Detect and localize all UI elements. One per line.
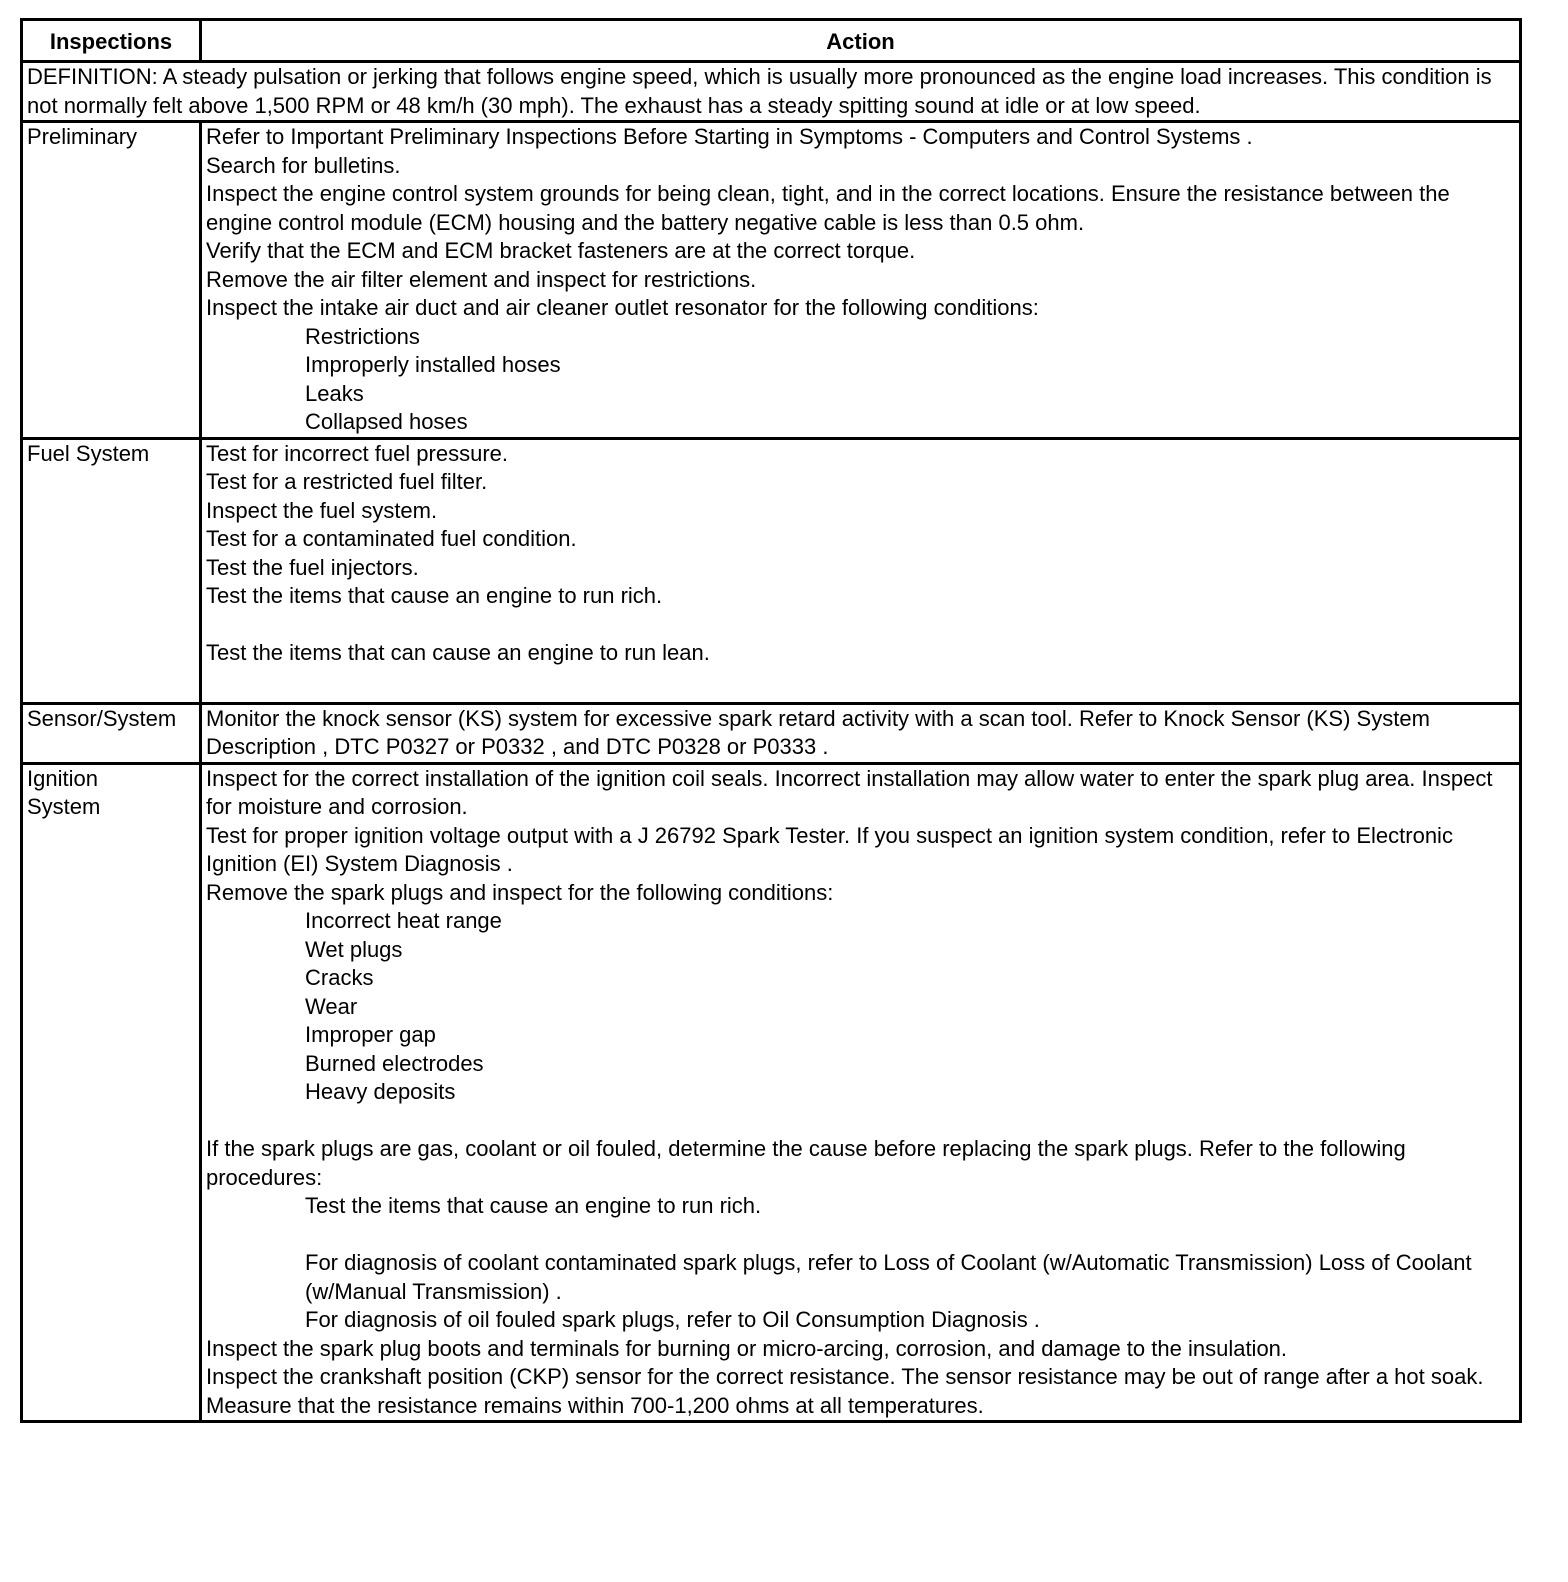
sub-item: Leaks — [305, 380, 364, 406]
action-line: Refer to Important Preliminary Inspections Before Starting in Symptoms - Computers and Control Systems . — [206, 124, 1253, 149]
action-line: Test for a restricted fuel filter. — [206, 469, 488, 494]
action-cell: Monitor the knock sensor (KS) system for excessive spark retard activity with a scan tool. Refer to Knock Sensor (KS) System Description , DTC P0327 or P0332 , and DTC P0328 or P0333 . — [201, 703, 1521, 763]
definition-row — [22, 62, 1521, 122]
sub-item: Incorrect heat range — [305, 908, 502, 933]
sub-item: Improper gap — [305, 1022, 436, 1047]
spacer — [206, 611, 1515, 640]
action-line: Test the items that cause an engine to run rich. — [206, 583, 663, 608]
action-line: Remove the spark plugs and inspect for the following conditions: — [206, 879, 834, 905]
action-line: Inspect the intake air duct and air cleaner outlet resonator for the following conditions: — [206, 295, 1039, 320]
action-line: Test for a contaminated fuel condition. — [206, 526, 577, 551]
sub-item: For diagnosis of oil fouled spark plugs, refer to Oil Consumption Diagnosis . — [305, 1307, 1040, 1332]
sub-item: Wet plugs — [305, 936, 403, 962]
action-line: Inspect for the correct installation of the ignition coil seals. Incorrect installation may allow water to enter the spark plug area. Inspect for moisture and corrosion. — [206, 765, 1493, 819]
category-label: Preliminary — [22, 122, 201, 439]
action-line: Inspect the engine control system grounds for being clean, tight, and in the correct locations. Ensure the resistance between the engine control module (ECM) housing and the battery negative cable is less than 0.5 ohm. — [206, 181, 1450, 235]
action-line: If the spark plugs are gas, coolant or oil fouled, determine the cause before replacing the spark plugs. Refer to the following procedures: — [206, 1136, 1406, 1190]
table-row-ignition-system — [22, 763, 1521, 1422]
action-line: Inspect the crankshaft position (CKP) sensor for the correct resistance. The sensor resistance may be out of range after a hot soak. Measure that the resistance remains within 700-1,200 ohms at all temperatures. — [206, 1364, 1484, 1418]
header-row — [22, 20, 1521, 62]
category-label — [22, 763, 201, 1422]
header-action: Action — [201, 20, 1521, 62]
sub-item: Heavy deposits — [305, 1079, 456, 1104]
spacer — [206, 1107, 1515, 1136]
action-line: Test for proper ignition voltage output with a J 26792 Spark Tester. If you suspect an ignition system condition, refer to Electronic Ignition (EI) System Diagnosis . — [206, 822, 1453, 876]
sub-item: Collapsed hoses — [305, 409, 468, 434]
sub-item: Cracks — [305, 965, 374, 990]
action-line: Verify that the ECM and ECM bracket fasteners are at the correct torque. — [206, 238, 916, 263]
action-line: Test the items that can cause an engine to run lean. — [206, 640, 710, 665]
sub-item: Restrictions — [305, 323, 420, 349]
spacer — [206, 668, 1515, 702]
sub-item: Wear — [305, 993, 358, 1019]
action-cell — [201, 438, 1521, 703]
action-line: Remove the air filter element and inspect for restrictions. — [206, 266, 757, 292]
definition-text: DEFINITION: A steady pulsation or jerking that follows engine speed, which is usually more pronounced as the engine load increases. This condition is not normally felt above 1,500 RPM or 48 km/h (30 mph). The exhaust has a steady spitting sound at idle or at low speed. — [22, 62, 1521, 122]
category-label: Sensor/System — [22, 703, 201, 763]
action-cell — [201, 763, 1521, 1422]
category-label-text: Ignition System — [27, 765, 101, 819]
table-row-sensor-system — [22, 703, 1521, 763]
sub-item: Burned electrodes — [305, 1050, 484, 1076]
sub-item: For diagnosis of coolant contaminated spark plugs, refer to Loss of Coolant (w/Automatic Transmission) Loss of Coolant (w/Manual Transmission) . — [305, 1250, 1472, 1304]
sub-item: Improperly installed hoses — [305, 352, 561, 377]
action-line: Inspect the spark plug boots and terminals for burning or micro-arcing, corrosion, and damage to the insulation. — [206, 1335, 1288, 1361]
diagnostic-table — [20, 18, 1522, 1423]
action-cell — [201, 122, 1521, 439]
action-line: Inspect the fuel system. — [206, 497, 438, 523]
action-line: Search for bulletins. — [206, 152, 401, 178]
table-row-fuel-system — [22, 438, 1521, 703]
sub-item: Test the items that cause an engine to run rich. — [305, 1193, 762, 1218]
action-line: Test the fuel injectors. — [206, 554, 419, 580]
table-row-preliminary — [22, 122, 1521, 439]
spacer — [206, 1221, 1515, 1250]
action-line: Test for incorrect fuel pressure. — [206, 440, 509, 466]
header-inspections: Inspections — [22, 20, 201, 62]
category-label: Fuel System — [22, 438, 201, 703]
